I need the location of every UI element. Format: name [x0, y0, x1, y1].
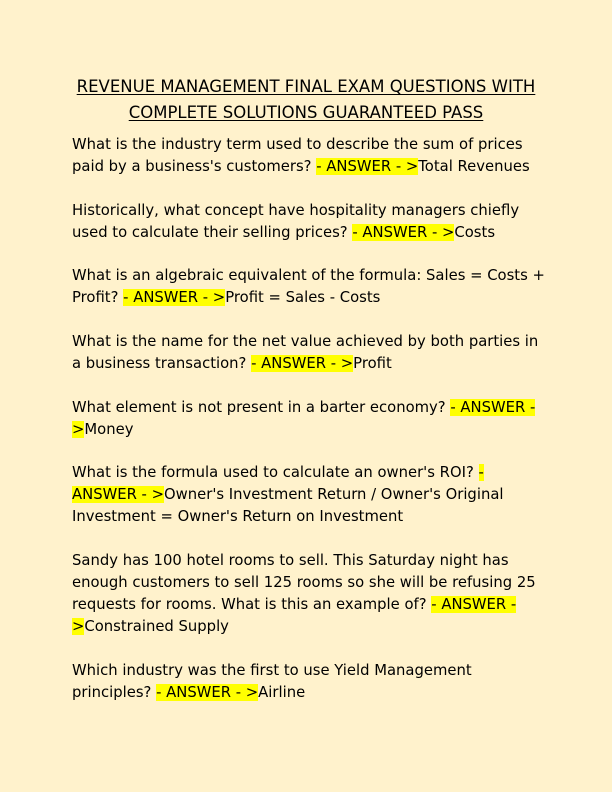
- answer-marker: - ANSWER - >: [72, 399, 536, 438]
- question-text: What element is not present in a barter economy?: [72, 399, 446, 416]
- answer-marker: - ANSWER - >: [72, 464, 484, 503]
- qa-item-5: [72, 397, 552, 441]
- question-text: What is an algebraic equivalent of the formula: Sales = Costs + Profit?: [72, 267, 545, 306]
- qa-item-3: [72, 265, 552, 309]
- question-text: What is the industry term used to describe the sum of prices paid by a business's customers?: [72, 136, 523, 175]
- answer-marker: - ANSWER - >: [72, 596, 517, 635]
- answer-text: Profit = Sales - Costs: [225, 289, 381, 306]
- answer-text: Constrained Supply: [84, 618, 229, 635]
- qa-item-6: [72, 462, 552, 528]
- question-text: Historically, what concept have hospitality managers chiefly used to calculate their selling prices?: [72, 202, 520, 241]
- question-text: Which industry was the first to use Yield Management principles?: [72, 662, 472, 701]
- answer-marker: - ANSWER - >: [123, 289, 226, 306]
- answer-marker: - ANSWER - >: [156, 684, 259, 701]
- answer-text: Money: [84, 421, 134, 438]
- qa-item-1: [72, 134, 552, 178]
- answer-text: Airline: [258, 684, 306, 701]
- answer-marker: - ANSWER - >: [251, 355, 354, 372]
- question-text: What is the name for the net value achieved by both parties in a business transaction?: [72, 333, 539, 372]
- qa-item-7: [72, 550, 552, 638]
- qa-item-8: [72, 660, 552, 704]
- title-line-2: COMPLETE SOLUTIONS GUARANTEED PASS: [128, 103, 484, 122]
- answer-marker: - ANSWER - >: [352, 224, 455, 241]
- qa-item-2: [72, 200, 552, 244]
- answer-marker: - ANSWER - >: [316, 158, 419, 175]
- answer-text: Profit: [353, 355, 392, 372]
- title-line-1: REVENUE MANAGEMENT FINAL EXAM QUESTIONS WITH: [76, 77, 536, 96]
- answer-text: Costs: [454, 224, 496, 241]
- question-text: Sandy has 100 hotel rooms to sell. This Saturday night has enough customers to sell 125 rooms so she will be refusing 25 requests for rooms. What is this an example of?: [72, 552, 536, 613]
- answer-text: Total Revenues: [418, 158, 530, 175]
- page-title: [0, 74, 612, 126]
- question-text: What is the formula used to calculate an owner's ROI?: [72, 464, 474, 481]
- qa-item-4: [72, 331, 552, 375]
- answer-text: Owner's Investment Return / Owner's Original Investment = Owner's Return on Investment: [72, 486, 504, 525]
